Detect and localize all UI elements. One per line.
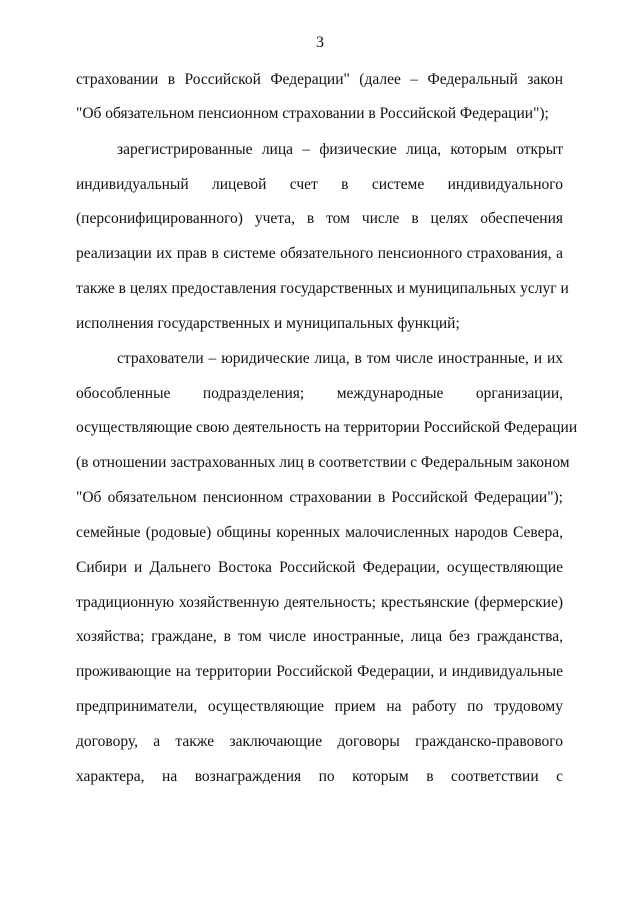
- text-line: "Об обязательном пенсионном страховании в Российской Федерации");: [76, 105, 549, 122]
- text-line: исполнения государственных и муниципальных функций;: [76, 315, 460, 332]
- text-line: проживающие на территории Российской Федерации, и индивидуальные: [76, 663, 563, 680]
- text-line: страхователи – юридические лица, в том числе иностранные, и их: [117, 350, 563, 367]
- text-line: страховании в Российской Федерации" (далее – Федеральный закон: [76, 71, 563, 88]
- text-line: семейные (родовые) общины коренных малочисленных народов Севера,: [76, 524, 563, 541]
- text-line: Сибири и Дальнего Востока Российской Федерации, осуществляющие: [76, 559, 563, 576]
- text-line: хозяйства; граждане, в том числе иностранные, лица без гражданства,: [76, 628, 563, 645]
- text-line: (персонифицированного) учета, в том числе в целях обеспечения: [76, 210, 563, 227]
- text-line: зарегистрированные лица – физические лица, которым открыт: [117, 141, 563, 158]
- text-line: реализации их прав в системе обязательного пенсионного страхования, а: [76, 245, 563, 262]
- text-line: традиционную хозяйственную деятельность; крестьянские (фермерские): [76, 594, 563, 611]
- text-line: осуществляющие свою деятельность на территории Российской Федерации: [76, 419, 578, 436]
- text-line: обособленные подразделения; международные организации,: [76, 385, 563, 402]
- text-line: характера, на вознаграждения по которым в соответствии с: [76, 768, 563, 785]
- text-line: индивидуальный лицевой счет в системе индивидуального: [76, 176, 563, 193]
- page-number: 3: [316, 34, 324, 51]
- text-line: договору, а также заключающие договоры гражданско-правового: [76, 733, 563, 750]
- text-line: также в целях предоставления государственных и муниципальных услуг и: [76, 280, 569, 297]
- text-line: (в отношении застрахованных лиц в соответствии с Федеральным законом: [76, 454, 570, 471]
- text-line: предприниматели, осуществляющие прием на работу по трудовому: [76, 698, 563, 715]
- text-line: "Об обязательном пенсионном страховании в Российской Федерации");: [76, 489, 563, 506]
